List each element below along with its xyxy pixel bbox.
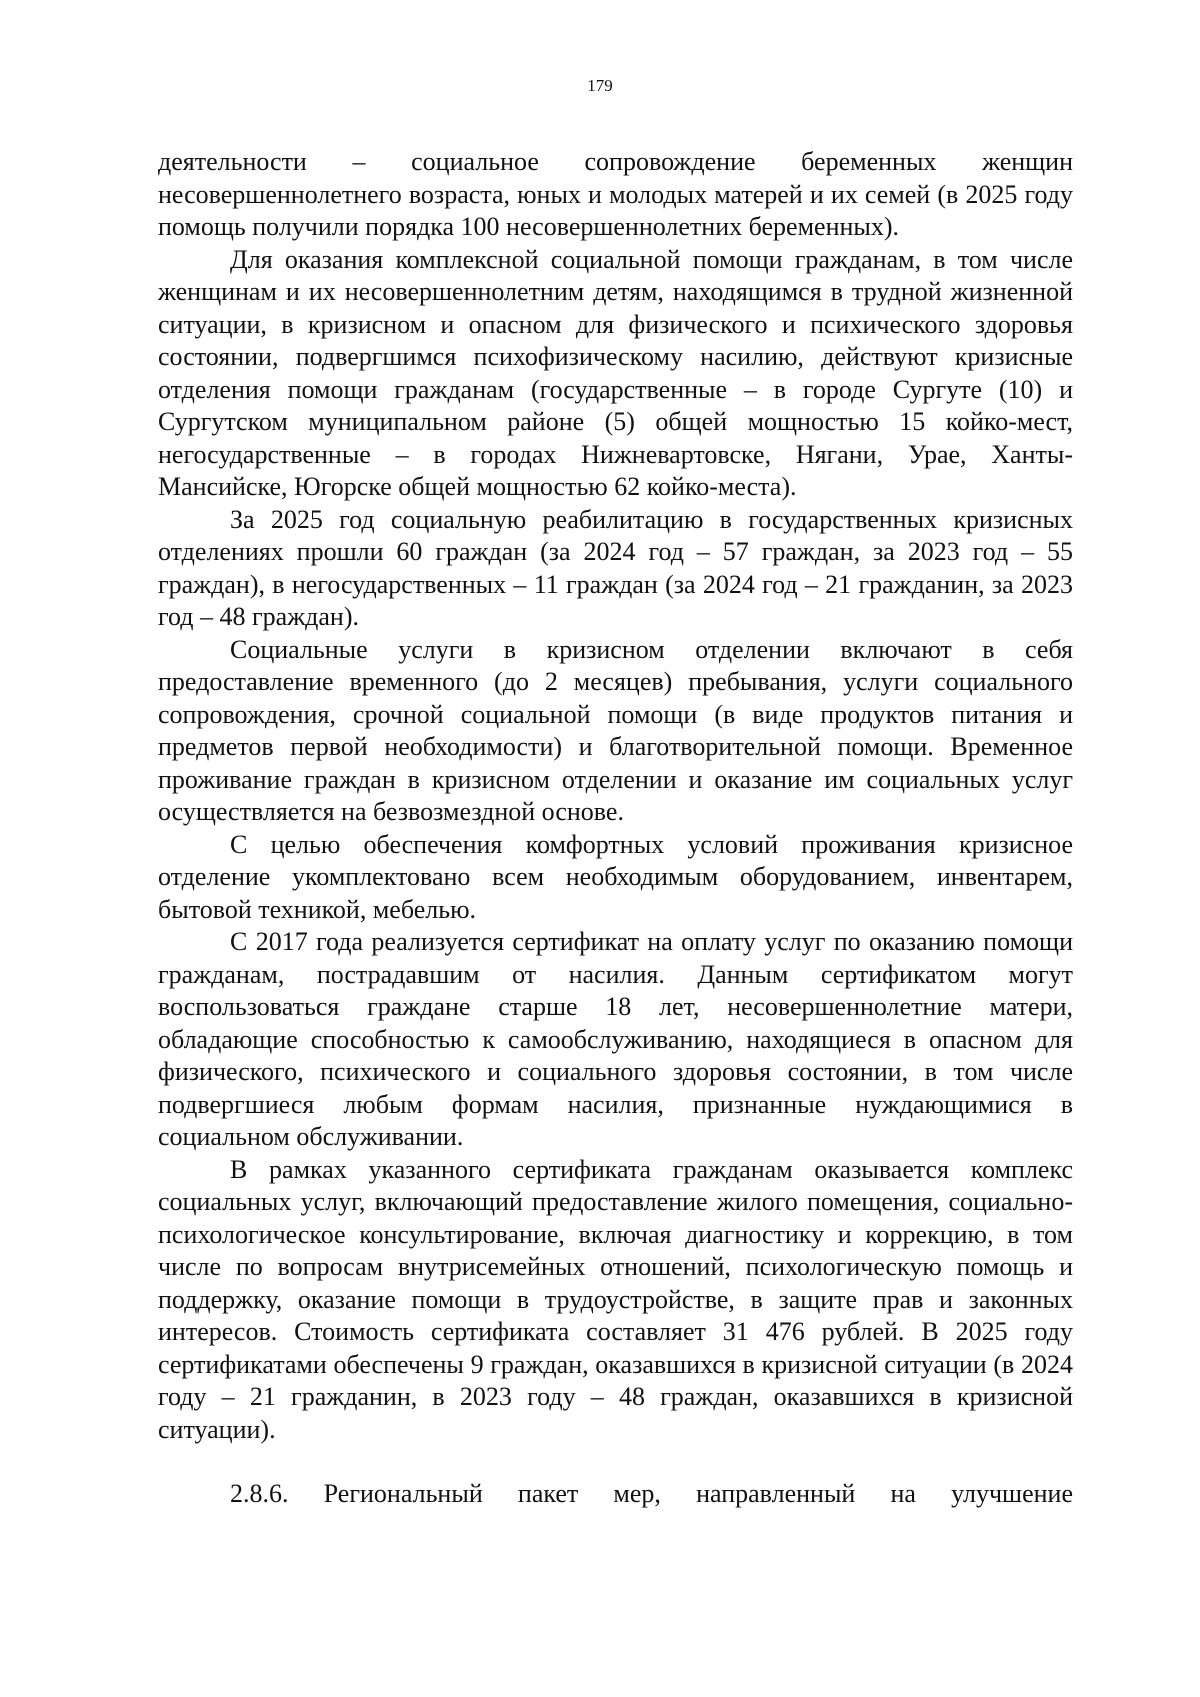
paragraph-social-services: Социальные услуги в кризисном отделении включают в себя предоставление временного (до 2 месяцев) пребывания, услуги социального сопровождения, срочной социальной помощи (в виде продуктов питания и предметов первой необходимости) и благотворительной помощи. Временное проживание граждан в кризисном отделении и оказание им социальных услуг осуществляется на безвозмездной основе. bbox=[158, 634, 1073, 826]
page-number: 179 bbox=[587, 76, 613, 95]
section-heading: 2.8.6. Региональный пакет мер, направленный на улучшение bbox=[230, 1479, 1073, 1508]
paragraph-rehabilitation-stats: За 2025 год социальную реабилитацию в государственных кризисных отделениях прошли 60 граждан (за 2024 год – 57 граждан, за 2023 год – 55 граждан), в негосударственных – 11 граждан (за 2024 год – 21 гражданин, за 2023 год – 48 граждан). bbox=[158, 504, 1073, 631]
paragraph-certificate-services: В рамках указанного сертификата гражданам оказывается комплекс социальных услуг, включающий предоставление жилого помещения, социально-психологическое консультирование, включая диагностику и коррекцию, в том числе по вопросам внутрисемейных отношений, психологическую помощь и поддержку, оказание помощи в трудоустройстве, в защите прав и законных интересов. Стоимость сертификата составляет 31 476 рублей. В 2025 году сертификатами обеспечены 9 граждан, оказавшихся в кризисной ситуации (в 2024 году – 21 гражданин, в 2023 году – 48 граждан, оказавшихся в кризисной ситуации). bbox=[158, 1154, 1073, 1444]
paragraph-crisis-departments: Для оказания комплексной социальной помощи гражданам, в том числе женщинам и их несовершеннолетним детям, находящимся в трудной жизненной ситуации, в кризисном и опасном для физического и психического здоровья состоянии, подвергшимся психофизическому насилию, действуют кризисные отделения помощи гражданам (государственные – в городе Сургуте (10) и Сургутском муниципальном районе (5) общей мощностью 15 койко-мест, негосударственные – в городах Нижневартовске, Нягани, Урае, Ханты-Мансийске, Югорске общей мощностью 62 койко-места). bbox=[158, 244, 1073, 501]
paragraph-continuation: деятельности – социальное сопровождение беременных женщин несовершеннолетнего возраста, юных и молодых матерей и их семей (в 2025 году помощь получили порядка 100 несовершеннолетних беременных). bbox=[158, 147, 1073, 241]
paragraph-certificate: С 2017 года реализуется сертификат на оплату услуг по оказанию помощи гражданам, пострадавшим от насилия. Данным сертификатом могут воспользоваться граждане старше 18 лет, несовершеннолетние матери, обладающие способностью к самообслуживанию, находящиеся в опасном для физического, психического и социального здоровья состоянии, в том числе подвергшиеся любым формам насилия, признанные нуждающимися в социальном обслуживании. bbox=[158, 927, 1073, 1151]
document-body bbox=[158, 146, 1073, 1511]
paragraph-equipment: С целью обеспечения комфортных условий проживания кризисное отделение укомплектовано всем необходимым оборудованием, инвентарем, бытовой техникой, мебелью. bbox=[158, 829, 1073, 924]
